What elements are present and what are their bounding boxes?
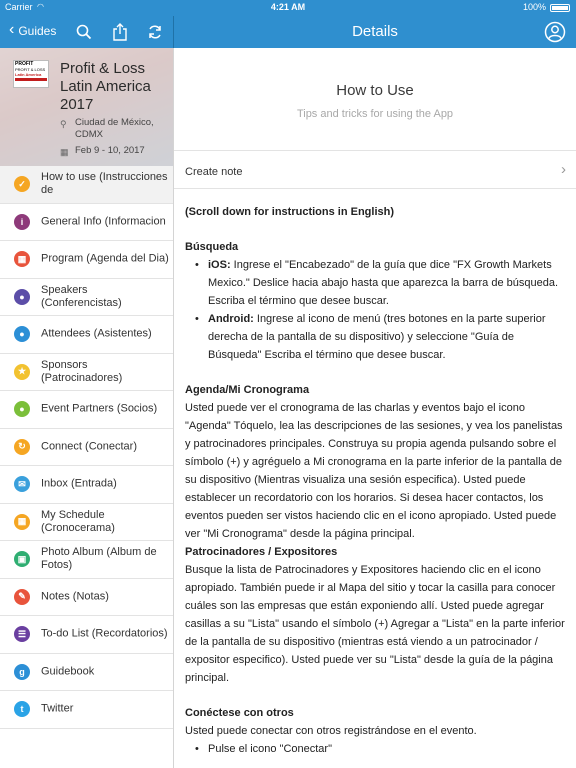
calendar-icon: ▦ [60, 147, 69, 157]
attendees-icon: ● [14, 326, 30, 342]
twitter-icon: t [14, 701, 30, 717]
my-schedule-icon: ▦ [14, 514, 30, 530]
sidebar-item-how-to-use[interactable] [0, 166, 173, 204]
sidebar-item-speakers[interactable] [0, 279, 173, 317]
connect-list [185, 740, 565, 758]
sidebar-item-label: Photo Album (Album de Fotos) [41, 546, 157, 572]
sidebar-item-label: Twitter [41, 702, 74, 715]
sidebar-item-label: Event Partners (Socios) [41, 402, 158, 415]
status-bar [0, 0, 576, 16]
sidebar-menu [0, 166, 173, 729]
sidebar-item-inbox[interactable] [0, 466, 173, 504]
general-info-icon: i [14, 214, 30, 230]
todo-list-icon: ☰ [14, 626, 30, 642]
sidebar-item-label: To-do List (Recordatorios) [41, 627, 168, 640]
refresh-icon[interactable] [145, 22, 165, 42]
sponsors-icon: ★ [14, 364, 30, 380]
sidebar-item-label: Inbox (Entrada) [41, 477, 117, 490]
share-icon[interactable] [110, 22, 130, 42]
section-heading-patrocinadores: Patrocinadores / Expositores [185, 546, 338, 558]
sidebar-item-program[interactable] [0, 241, 173, 279]
create-note-label: Create note [185, 166, 243, 178]
detail-header [174, 48, 576, 151]
guidebook-icon: g [14, 664, 30, 680]
speakers-icon: ● [14, 289, 30, 305]
sidebar-item-label: Guidebook [41, 665, 95, 678]
event-partners-icon: ● [14, 401, 30, 417]
sidebar-item-notes[interactable] [0, 579, 173, 617]
event-title: Profit & Loss Latin America 2017 [60, 60, 151, 113]
section-heading-connect: Conéctese con otros [185, 707, 294, 719]
detail-content [174, 189, 576, 758]
carrier-label: Carrier [5, 2, 33, 12]
program-icon: ▦ [14, 251, 30, 267]
sidebar-item-event-partners[interactable] [0, 391, 173, 429]
sidebar-item-my-schedule[interactable] [0, 504, 173, 542]
sidebar-item-label: Sponsors (Patrocinadores) [41, 358, 123, 384]
navigation-bar [0, 16, 576, 48]
sidebar-item-photo-album[interactable] [0, 541, 173, 579]
sidebar-item-todo-list[interactable] [0, 616, 173, 654]
list-item: • Android: Ingrese al icono de menú (tres botones en la parte superior derecha de la pantalla de su dispositivo) y seleccione "Guía de Búsqueda" Escriba el término que desee buscar. [195, 310, 565, 364]
sidebar-item-label: Speakers (Conferencistas) [41, 283, 122, 309]
sidebar-item-twitter[interactable] [0, 691, 173, 729]
event-header: PROFIT PROFIT & LOSS Latin America Profit & Loss Latin America 2017 ⚲ Ciudad de México, CDMX ▦ Feb 9 - 10, 2017 [0, 48, 173, 166]
notes-icon: ✎ [14, 589, 30, 605]
sidebar-item-label: Program (Agenda del Dia) [41, 252, 169, 265]
sidebar-item-label: How to use (Instrucciones de [41, 171, 168, 197]
list-item: • iOS: Ingrese el "Encabezado" de la guía que dice "FX Growth Markets Mexico." Deslice hacia abajo hasta que aparezca la barra de búsqueda. Escriba el término que desee buscar. [195, 256, 565, 310]
section-heading-busqueda: Búsqueda [185, 241, 239, 253]
busqueda-list [185, 256, 565, 364]
connect-text: Usted puede conectar con otros registrándose en el evento. [185, 725, 477, 737]
back-button[interactable] [9, 21, 57, 38]
photo-album-icon: ▣ [14, 551, 30, 567]
chevron-right-icon: › [561, 161, 566, 178]
sidebar-item-label: Connect (Conectar) [41, 440, 137, 453]
back-label: Guides [18, 24, 57, 38]
agenda-text: Usted puede ver el cronograma de las charlas y eventos bajo el icono "Agenda" Tóquelo, lea las descripciones de las sesiones, y vea los panelistas y patrocinadores principales. Construya su propia agenda pulsando sobre el símbolo (+) y agréguelo a Mi cronograma en la parte inferior de la pantalla de su dispositivo (Mientras visualiza una sesión especifica). Usted puede establecer un recordatorio con los horarios. Si desea hacer contactos, los eventos pueden ser vistos haciendo clic en el icono apropiado. Usted puede ver "Mi Cronograma" desde la página principal. [185, 402, 563, 540]
wifi-icon: ◠ [37, 2, 44, 11]
sidebar-item-sponsors[interactable] [0, 354, 173, 392]
page-title: Details [352, 23, 398, 40]
search-icon[interactable] [74, 22, 94, 42]
battery-icon [550, 4, 570, 12]
section-heading-agenda: Agenda/Mi Cronograma [185, 384, 310, 396]
inbox-icon: ✉ [14, 476, 30, 492]
detail-pane [174, 48, 576, 768]
sidebar-item-general-info[interactable] [0, 204, 173, 242]
how-to-use-icon: ✓ [14, 176, 30, 192]
create-note-row[interactable] [174, 151, 576, 189]
sidebar-item-label: General Info (Informacion [41, 215, 166, 228]
location-pin-icon: ⚲ [60, 119, 67, 129]
sidebar-item-label: Attendees (Asistentes) [41, 327, 152, 340]
patrocinadores-text: Busque la lista de Patrocinadores y Expositores haciendo clic en el icono apropiado. También puede ir al Mapa del sitio y tocar la casilla para conocer cuáles son las empresas que están exponiendo allí. Usted puede agregar casillas a su "Lista" usando el símbolo (+) Agregar a "Lista" en la parte inferior de la pantalla de su dispositivo (mientras está viendo a un patrocinador / expositor especifico). Usted puede ver su "Lista" desde la guía de la página principal. [185, 564, 565, 684]
sidebar [0, 48, 174, 768]
sidebar-item-label: My Schedule (Cronocerama) [41, 508, 115, 534]
detail-title: How to Use [336, 82, 414, 99]
chevron-left-icon: ‹ [9, 21, 15, 38]
battery-percent: 100% [522, 2, 546, 12]
detail-subtitle: Tips and tricks for using the App [296, 108, 454, 120]
event-logo: PROFIT PROFIT & LOSS Latin America [13, 60, 49, 88]
scroll-note: (Scroll down for instructions in English) [185, 206, 394, 218]
status-time: 4:21 AM [270, 2, 306, 12]
sidebar-item-guidebook[interactable] [0, 654, 173, 692]
sidebar-item-label: Notes (Notas) [41, 590, 109, 603]
profile-icon[interactable] [544, 21, 566, 43]
connect-icon: ↻ [14, 439, 30, 455]
sidebar-item-attendees[interactable] [0, 316, 173, 354]
list-item: • Pulse el icono "Conectar" [195, 740, 565, 758]
sidebar-item-connect[interactable] [0, 429, 173, 467]
